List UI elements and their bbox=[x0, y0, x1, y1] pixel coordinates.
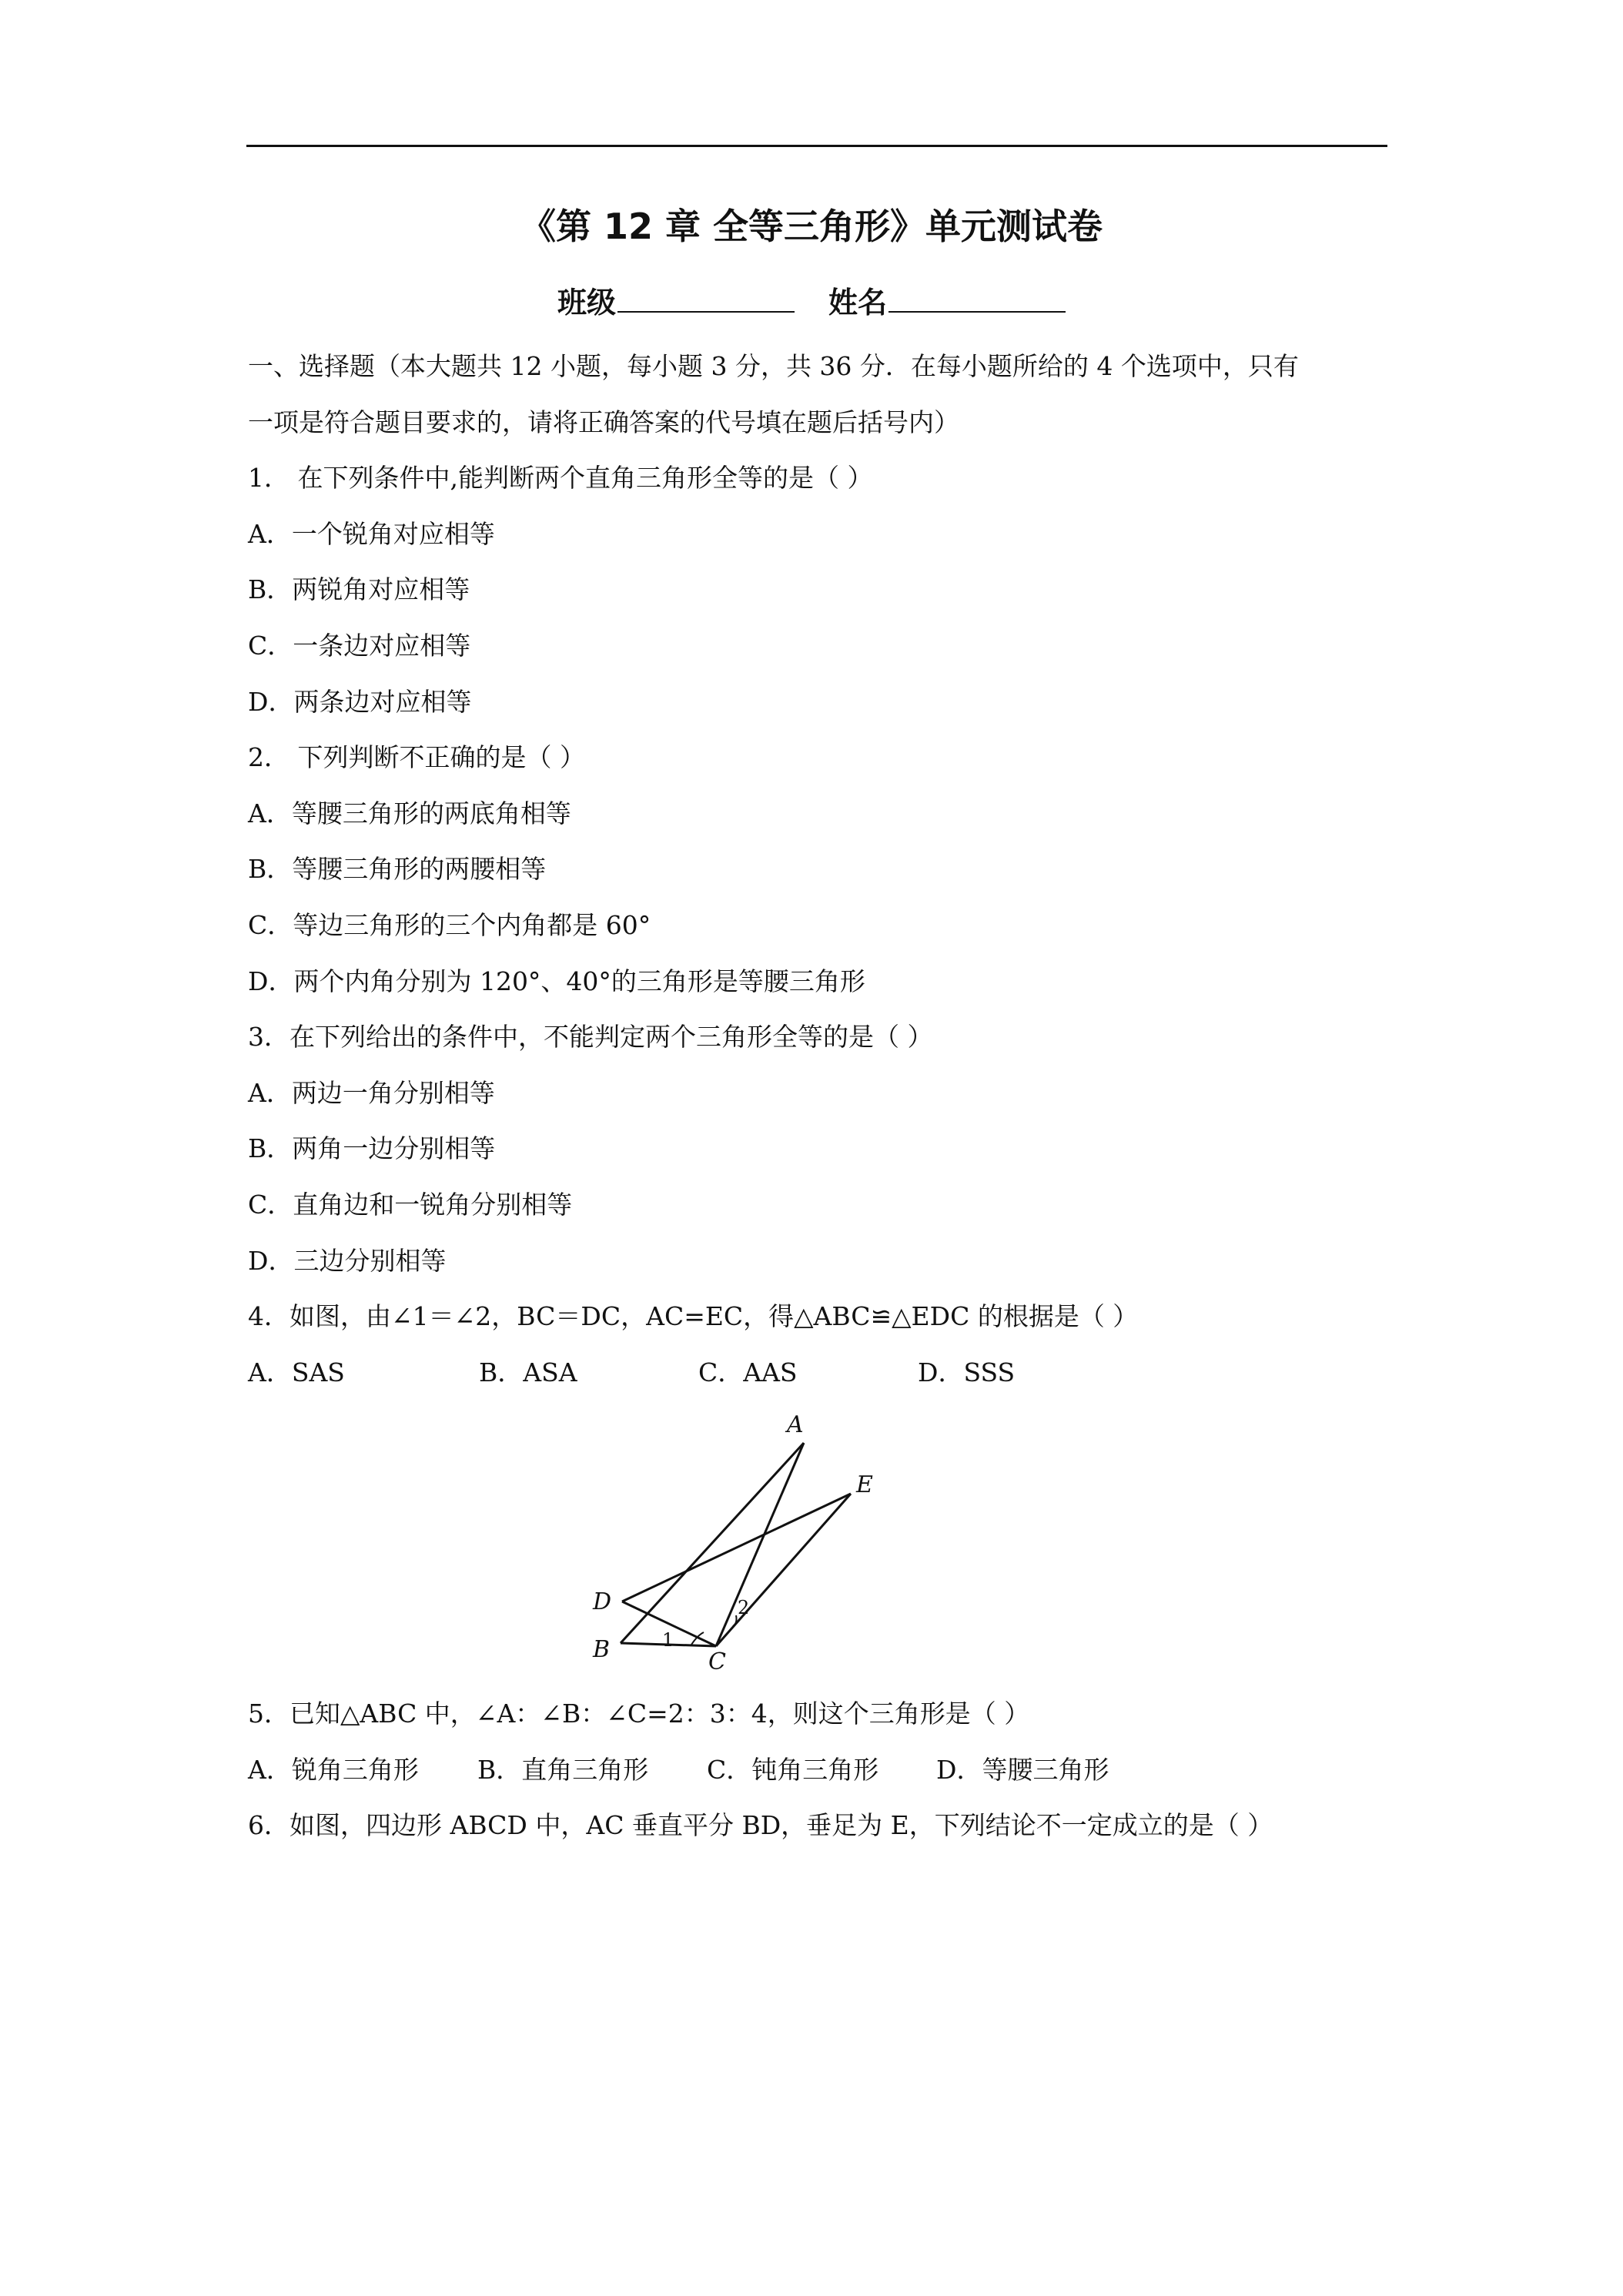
q5-stem: 5．已知△ABC 中，∠A：∠B：∠C=2：3：4，则这个三角形是（ ） bbox=[248, 1699, 1030, 1729]
q1-option-c: C．一条边对应相等 bbox=[248, 630, 471, 661]
q3-option-a: A．两边一角分别相等 bbox=[248, 1077, 495, 1108]
q5-option-d: D．等腰三角形 bbox=[936, 1754, 1109, 1785]
header-rule bbox=[246, 145, 1387, 147]
point-e-label: E bbox=[856, 1471, 873, 1498]
q4-option-a: A．SAS bbox=[248, 1357, 345, 1387]
class-blank bbox=[617, 286, 795, 313]
q3-option-d: D．三边分别相等 bbox=[248, 1245, 447, 1276]
q3-option-b: B．两角一边分别相等 bbox=[248, 1133, 496, 1164]
q4-options bbox=[248, 1345, 1387, 1401]
q2-stem: 2． 下列判断不正确的是（ ） bbox=[248, 742, 585, 773]
section-heading-line-1: 一、选择题（本大题共 12 小题，每小题 3 分，共 36 分．在每小题所给的 4 个选项中，只有 bbox=[248, 351, 1299, 381]
questions-part-1 bbox=[248, 339, 1387, 1401]
questions-part-2 bbox=[248, 1686, 1387, 1854]
point-c-label: C bbox=[708, 1648, 726, 1675]
name-label: 姓名 bbox=[828, 286, 888, 320]
class-label: 班级 bbox=[557, 286, 616, 320]
q4-option-b: B．ASA bbox=[479, 1357, 577, 1387]
section-heading-line-2: 一项是符合题目要求的，请将正确答案的代号填在题后括号内） bbox=[248, 407, 959, 437]
q5-option-b: B．直角三角形 bbox=[477, 1754, 649, 1785]
q4-option-c: C．AAS bbox=[698, 1357, 798, 1387]
angle-1-label: 1 bbox=[662, 1629, 674, 1651]
q4-stem: 4．如图，由∠1＝∠2，BC＝DC，AC=EC，得△ABC≌△EDC 的根据是（ ） bbox=[248, 1301, 1139, 1332]
q3-stem: 3．在下列给出的条件中，不能判定两个三角形全等的是（ ） bbox=[248, 1022, 933, 1053]
q5-options bbox=[248, 1742, 1387, 1799]
triangle-diagram bbox=[577, 1407, 885, 1677]
q1-option-d: D．两条边对应相等 bbox=[248, 686, 472, 717]
point-d-label: D bbox=[593, 1588, 612, 1615]
q5-option-c: C．钝角三角形 bbox=[707, 1754, 879, 1785]
segment-ed bbox=[622, 1494, 851, 1602]
angle-2-label: 2 bbox=[738, 1597, 750, 1618]
segment-ca bbox=[716, 1443, 804, 1646]
triangle-figure bbox=[577, 1407, 885, 1677]
point-b-label: B bbox=[593, 1636, 611, 1663]
q1-option-b: B．两锐角对应相等 bbox=[248, 574, 470, 605]
q2-option-c: C．等边三角形的三个内角都是 60° bbox=[248, 909, 651, 940]
q6-stem: 6．如图，四边形 ABCD 中，AC 垂直平分 BD，垂足为 E，下列结论不一定成立的是（ ） bbox=[248, 1810, 1273, 1841]
q1-stem: 1． 在下列条件中,能判断两个直角三角形全等的是（ ） bbox=[248, 463, 873, 494]
q3-option-c: C．直角边和一锐角分别相等 bbox=[248, 1189, 573, 1220]
q2-option-a: A．等腰三角形的两底角相等 bbox=[248, 798, 571, 828]
q1-option-a: A．一个锐角对应相等 bbox=[248, 518, 495, 549]
q2-option-b: B．等腰三角形的两腰相等 bbox=[248, 854, 547, 885]
point-a-label: A bbox=[787, 1411, 804, 1438]
q5-option-a: A．锐角三角形 bbox=[248, 1754, 419, 1785]
name-blank bbox=[888, 286, 1066, 313]
page-title: 《第 12 章 全等三角形》单元测试卷 bbox=[520, 206, 1103, 247]
student-info-row bbox=[0, 279, 1623, 321]
q2-option-d: D．两个内角分别为 120°、40°的三角形是等腰三角形 bbox=[248, 966, 865, 996]
q4-option-d: D．SSS bbox=[918, 1357, 1016, 1387]
